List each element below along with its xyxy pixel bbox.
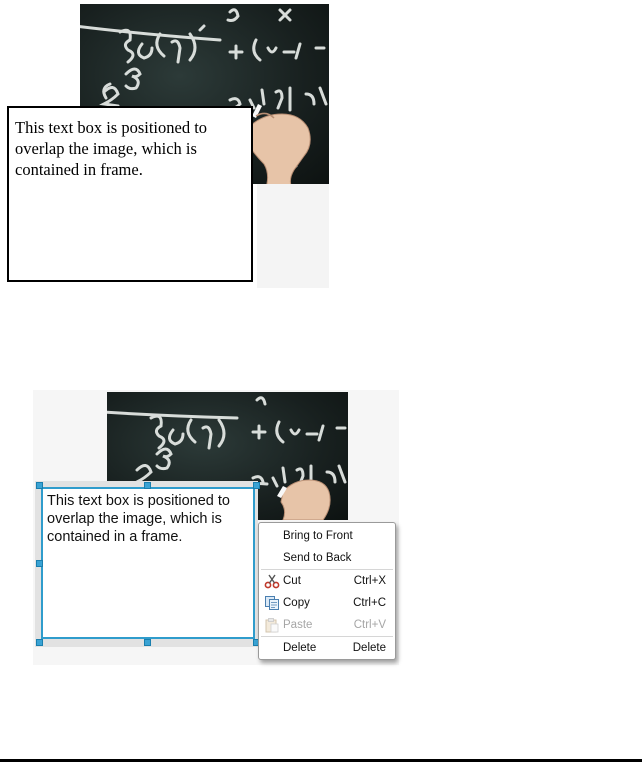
resize-handle-top-left[interactable] bbox=[36, 482, 43, 489]
resize-handle-top-right[interactable] bbox=[253, 482, 260, 489]
menu-item-paste[interactable] bbox=[260, 615, 394, 635]
menu-separator bbox=[261, 636, 393, 637]
menu-item-copy[interactable] bbox=[260, 593, 394, 613]
menu-item-shortcut: Delete bbox=[352, 642, 386, 654]
text-box-content: This text box is positioned to overlap the image, which is contained in a frame. bbox=[47, 493, 230, 545]
resize-handle-left[interactable] bbox=[36, 560, 43, 567]
menu-item-label: Cut bbox=[283, 575, 301, 587]
menu-item-shortcut: Ctrl+C bbox=[353, 597, 386, 609]
copy-icon bbox=[264, 595, 280, 611]
menu-item-delete[interactable] bbox=[260, 638, 394, 658]
hand-drawing bbox=[246, 104, 310, 184]
resize-handle-bottom-left[interactable] bbox=[36, 639, 43, 646]
menu-item-label: Copy bbox=[283, 597, 310, 609]
menu-item-label: Paste bbox=[283, 619, 313, 631]
menu-separator bbox=[261, 569, 393, 570]
menu-item-label: Bring to Front bbox=[283, 530, 353, 542]
menu-item-cut[interactable] bbox=[260, 571, 394, 591]
overlapping-text-box[interactable] bbox=[7, 106, 253, 282]
text-box-content: This text box is positioned to overlap the image, which is contained in frame. bbox=[15, 118, 208, 179]
selected-text-box[interactable] bbox=[41, 487, 255, 639]
menu-item-label: Delete bbox=[283, 642, 317, 654]
menu-item-bring-to-front[interactable] bbox=[260, 526, 394, 546]
menu-item-shortcut: Ctrl+X bbox=[353, 575, 386, 587]
menu-item-label: Send to Back bbox=[283, 552, 352, 564]
paste-icon bbox=[264, 617, 280, 633]
bottom-rule bbox=[0, 759, 642, 762]
context-menu bbox=[258, 522, 396, 660]
menu-item-send-to-back[interactable] bbox=[260, 548, 394, 568]
scissors-icon bbox=[264, 573, 280, 589]
menu-item-shortcut: Ctrl+V bbox=[353, 619, 386, 631]
image-frame-background bbox=[257, 184, 329, 288]
resize-handle-top[interactable] bbox=[144, 482, 151, 489]
resize-handle-bottom[interactable] bbox=[144, 639, 151, 646]
